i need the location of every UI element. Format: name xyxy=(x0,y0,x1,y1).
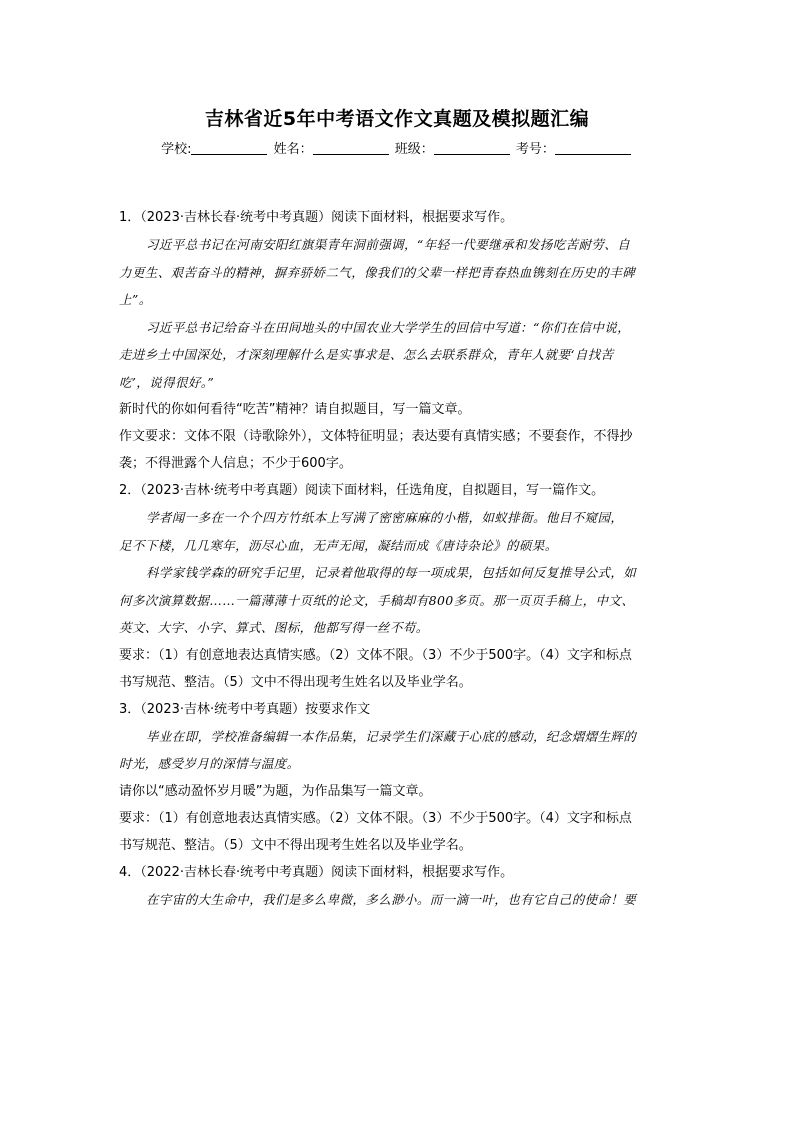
q1-requirement-line: 作文要求：文体不限（诗歌除外），文体特征明显；表达要有真情实感；不要套作，不得抄 xyxy=(119,429,633,444)
q1-prompt: 新时代的你如何看待“吃苦”精神？请自拟题目，写一篇文章。 xyxy=(119,402,471,417)
question-4-heading: 4．（2022·吉林长春·统考中考真题）阅读下面材料，根据要求写作。 xyxy=(119,864,514,880)
student-info-line xyxy=(0,138,794,157)
q1-requirement-line: 袭；不得泄露个人信息；不少于600字。 xyxy=(119,456,352,471)
school-blank[interactable] xyxy=(191,142,267,155)
q3-prompt: 请你以“感动盈怀岁月暖”为题，为作品集写一篇文章。 xyxy=(119,783,432,799)
question-2-heading: 2．（2023·吉林·统考中考真题）阅读下面材料，任选角度，自拟题目，写一篇作文。 xyxy=(119,483,605,498)
q1-material-line: 力更生、艰苦奋斗的精神，摒弃骄娇二气，像我们的父辈一样把青春热血镌刻在历史的丰碑 xyxy=(119,264,636,280)
q2-material-line: 学者闻一多在一个个四方竹纸本上写满了密密麻麻的小楷，如蚁排衙。他目不窥园， xyxy=(146,510,624,525)
q1-material-line: 习近平总书记在河南安阳红旗渠青年洞前强调，“年轻一代要继承和发扬吃苦耐劳、自 xyxy=(146,237,631,252)
name-label: 姓名： xyxy=(273,142,313,157)
q2-material-line: 科学家钱学森的研究手记里，记录着他取得的每一项成果，包括如何反复推导公式，如 xyxy=(146,565,637,580)
q3-material-line: 毕业在即，学校准备编辑一本作品集，记录学生们深藏于心底的感动，纪念熠熠生辉的 xyxy=(146,728,637,744)
q1-material-line: 上”。 xyxy=(119,292,152,307)
name-blank[interactable] xyxy=(313,142,389,155)
q1-material-line: 走进乡土中国深处，才深刻理解什么是实事求是、怎么去联系群众，青年人就要‘自找苦 xyxy=(119,347,614,362)
page-title: 吉林省近5年中考语文作文真题及模拟题汇编 xyxy=(204,108,590,130)
exam-no-blank[interactable] xyxy=(555,142,631,155)
q1-material-line: 吃’，说得很好。” xyxy=(119,374,215,390)
q2-requirement-line: 要求：（1）有创意地表达真情实感。（2）文体不限。（3）不少于500字。（4）文字和标点 xyxy=(119,647,632,663)
question-1-heading: 1．（2023·吉林长春·统考中考真题）阅读下面材料，根据要求写作。 xyxy=(119,210,514,225)
q1-material-line: 习近平总书记给奋斗在田间地头的中国农业大学学生的回信中写道：“你们在信中说， xyxy=(146,319,631,335)
q2-material-line: 足不下楼，几几寒年，沥尽心血，无声无闻，凝结而成《唐诗杂论》的硕果。 xyxy=(119,537,558,553)
q4-material-line: 在宇宙的大生命中，我们是多么卑微，多么渺小。而一滴一叶，也有它自己的使命！要 xyxy=(146,891,637,907)
q2-material-line: 英文、大字、小字、算式、图标，他都写得一丝不苟。 xyxy=(119,620,429,635)
class-blank[interactable] xyxy=(434,142,510,155)
class-label: 班级： xyxy=(394,142,434,157)
q3-requirement-line: 书写规范、整洁。（5）文中不得出现考生姓名以及毕业学名。 xyxy=(119,837,472,853)
question-3-heading: 3．（2023·吉林·统考中考真题）按要求作文 xyxy=(119,701,371,717)
questions-body xyxy=(119,204,679,913)
q2-material-line: 何多次演算数据……一篇薄薄十页纸的论文，手稿却有800多页。那一页页手稿上，中文、 xyxy=(119,592,635,608)
q3-requirement-line: 要求：（1）有创意地表达真情实感。（2）文体不限。（3）不少于500字。（4）文字和标点 xyxy=(119,810,632,826)
school-label: 学校: xyxy=(161,142,192,157)
q3-material-line: 时光，感受岁月的深情与温度。 xyxy=(119,756,300,771)
exam-no-label: 考号： xyxy=(515,142,555,157)
q2-requirement-line: 书写规范、整洁。（5）文中不得出现考生姓名以及毕业学名。 xyxy=(119,674,472,690)
